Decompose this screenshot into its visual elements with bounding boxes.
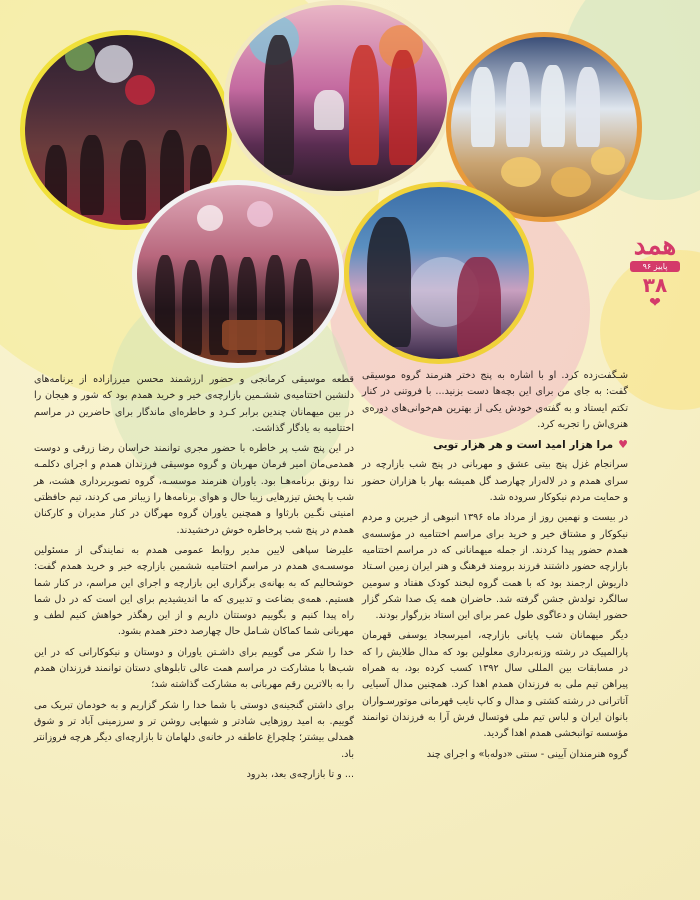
magazine-logo (630, 232, 680, 310)
section-heading (362, 437, 628, 453)
photo-singer-performance (344, 182, 534, 364)
paragraph: قطعه موسیقی کرمانجی و حضور ارزشمند محسن میرزازاده از برنامه‌های دلنشین اختتامیه‌ی ششـمین بازارچه‌ی خیر و خرید همدم بود که شور و هیجان را در بین میهمانان چندین برابر کـرد و خاطره‌ای ماندگار برای حاضرین در مراسم اختتامیه به یادگار گذاشت. (34, 374, 354, 434)
paragraph: علیرضا سپاهی لایین مدیر روابط عمومی همدم به نمایندگی از مسئولین موسسـه‌ی همدم در مراسم اختتامیه ششمین بازارچه خیر و خرید همدم گفت: خوشحالیم که به بهانه‌ی برگزاری این بازارچه و اجرای این مراسم، در کنار شما هستیم. همه‌ی بضاعت و تدبیری که ما اندیشیدیم برای این است که در دل شما راه پیدا کنیم و بگوییم دوستتان داریم و از این رهگذر خواهش کنیم لطف و مهربانی شما کماکان شـامل حال چهارصد دختر همدم بشود. (34, 544, 354, 638)
closing-line: ... و تا بازارچه‌ی بعد، بدرود (246, 768, 354, 780)
heart-icon: ♥ (618, 438, 628, 452)
paragraph: در بیست و نهمین روز از مرداد ماه ۱۳۹۶ انبوهی از خیرین و مردم نیکوکار و مشتاق خیر و خرید برای مراسم اختتامیه در مؤسسه‌ی همدم حضور پیدا کردند. از جمله میهمانانی که در مراسم اختتامیه بازارچه حضور داشتند فرزند برومند فرهنگ و هنر ایران زمین اسـتاد داریوش ارجمند بود که با همت گروه لبخند کودک هفتاد و سومین سالگرد تولدش جشن گرفته شد. حاضران همه یک صدا شکر گزار حضور ایشان و دعاگوی طول عمر برای این استاد بزرگوار بودند. (362, 512, 628, 622)
article-column-left (34, 372, 354, 787)
paragraph: خدا را شکر می گوییم برای داشـتن یاوران و دوستان و نیکوکارانی که در این شب‌ها با مشارکت در مراسم همت عالی تابلوهای دستان توانمند فرزندان همدم را به بالاترین رقم مهربانی به مشارکت گذاشته شد؛ (34, 646, 354, 691)
logo-mark: همد (633, 231, 677, 261)
photo-stage-performers (224, 0, 452, 196)
paragraph: گروه هنرمندان آیینی - سنتی «دوله‌با» و اجرای چند (426, 748, 628, 760)
paragraph: سرانجام غزل پنج بیتی عشق و مهربانی در پنج شب بازارچه در سرای همدم و در لاله‌زار چهارصد گل همیشه بهار با هزاران حضور و حمایت مردم نیکوکار سروده شد. (362, 459, 628, 504)
paragraph: در این پنج شب پر خاطره با حضور مجری توانمند خراسان رضا زرقی و دوست همدمی‌مان امیر فرمان مهربان و گروه موسیقی فرزندان همدم و اجرای دکلمـه ندا رونق برنامه‌هـا بود. یاوران هنرمند موسسـه، گروه تصویربرداری هشت، هر شب با پخش تیزرهایی زیبا حال و هوای برنامه‌ها را زیباتر می کردند، تیم حافظتی امنیتی نگـین بارثاوا و همچنین یاوران گروه مهرگان در کنار مدیران و کارکنان همدم در پنج شب پرخاطره خوش درخشیدند. (34, 443, 354, 536)
photo-celebration-group (132, 180, 344, 368)
issue-label: پاییز ۹۶ (630, 261, 680, 272)
heart-icon: ❤ (649, 295, 661, 311)
page-number: ۳۸ (642, 273, 668, 297)
paragraph: برای داشتن گنجینه‌ی دوستی با شما خدا را شکر گزاریم و به خودمان تبریک می گوییم. به امید روزهایی شادتر و شبهایی روشن تر و سرزمینی آباد تر و شوق همدلی بیشتر؛ چلچراغ عاطفه در خانه‌ی دلهامان تا بازارچه‌ای دیگر هرچه فروزانتر باد. (34, 699, 354, 760)
article-column-right (362, 368, 628, 767)
paragraph: شـگفت‌زده کرد. او با اشاره به پنج دختر هنرمند گروه موسیقی گفت: به جای من برای این بچه‌ها دست بزنید... با فروتنی در کنار تکتم ایستاد و به گفته‌ی خودش یکی از بهترین هم‌خوانی‌های دوره‌ی هنری‌اش را تجربه کرد. (362, 370, 628, 430)
section-heading-text: مرا هزار امید است و هر هزار تویی (433, 439, 614, 452)
paragraph: دیگر میهمانان شب پایانی بازارچه، امیرسجاد یوسفی قهرمان پارالمپیک در رشته وزنه‌برداری معلولین بود که مدال طلایش را که در مسابقات بین المللی سال ۱۳۹۲ کسب کرده بود، به همراه پیراهن تیم ملی به فرزندان همدم اهدا کرد. همچنین مدال آسیایی آتاترانی در رشته کشتی و مدال و کاپ نایب قهرمانی موتورسـواران بانوان ایران و لباس تیم ملی فوتسال فرش آرا به فرزندان توانمند مؤسسه توانبخشی همدم اهدا گردید. (362, 630, 628, 740)
